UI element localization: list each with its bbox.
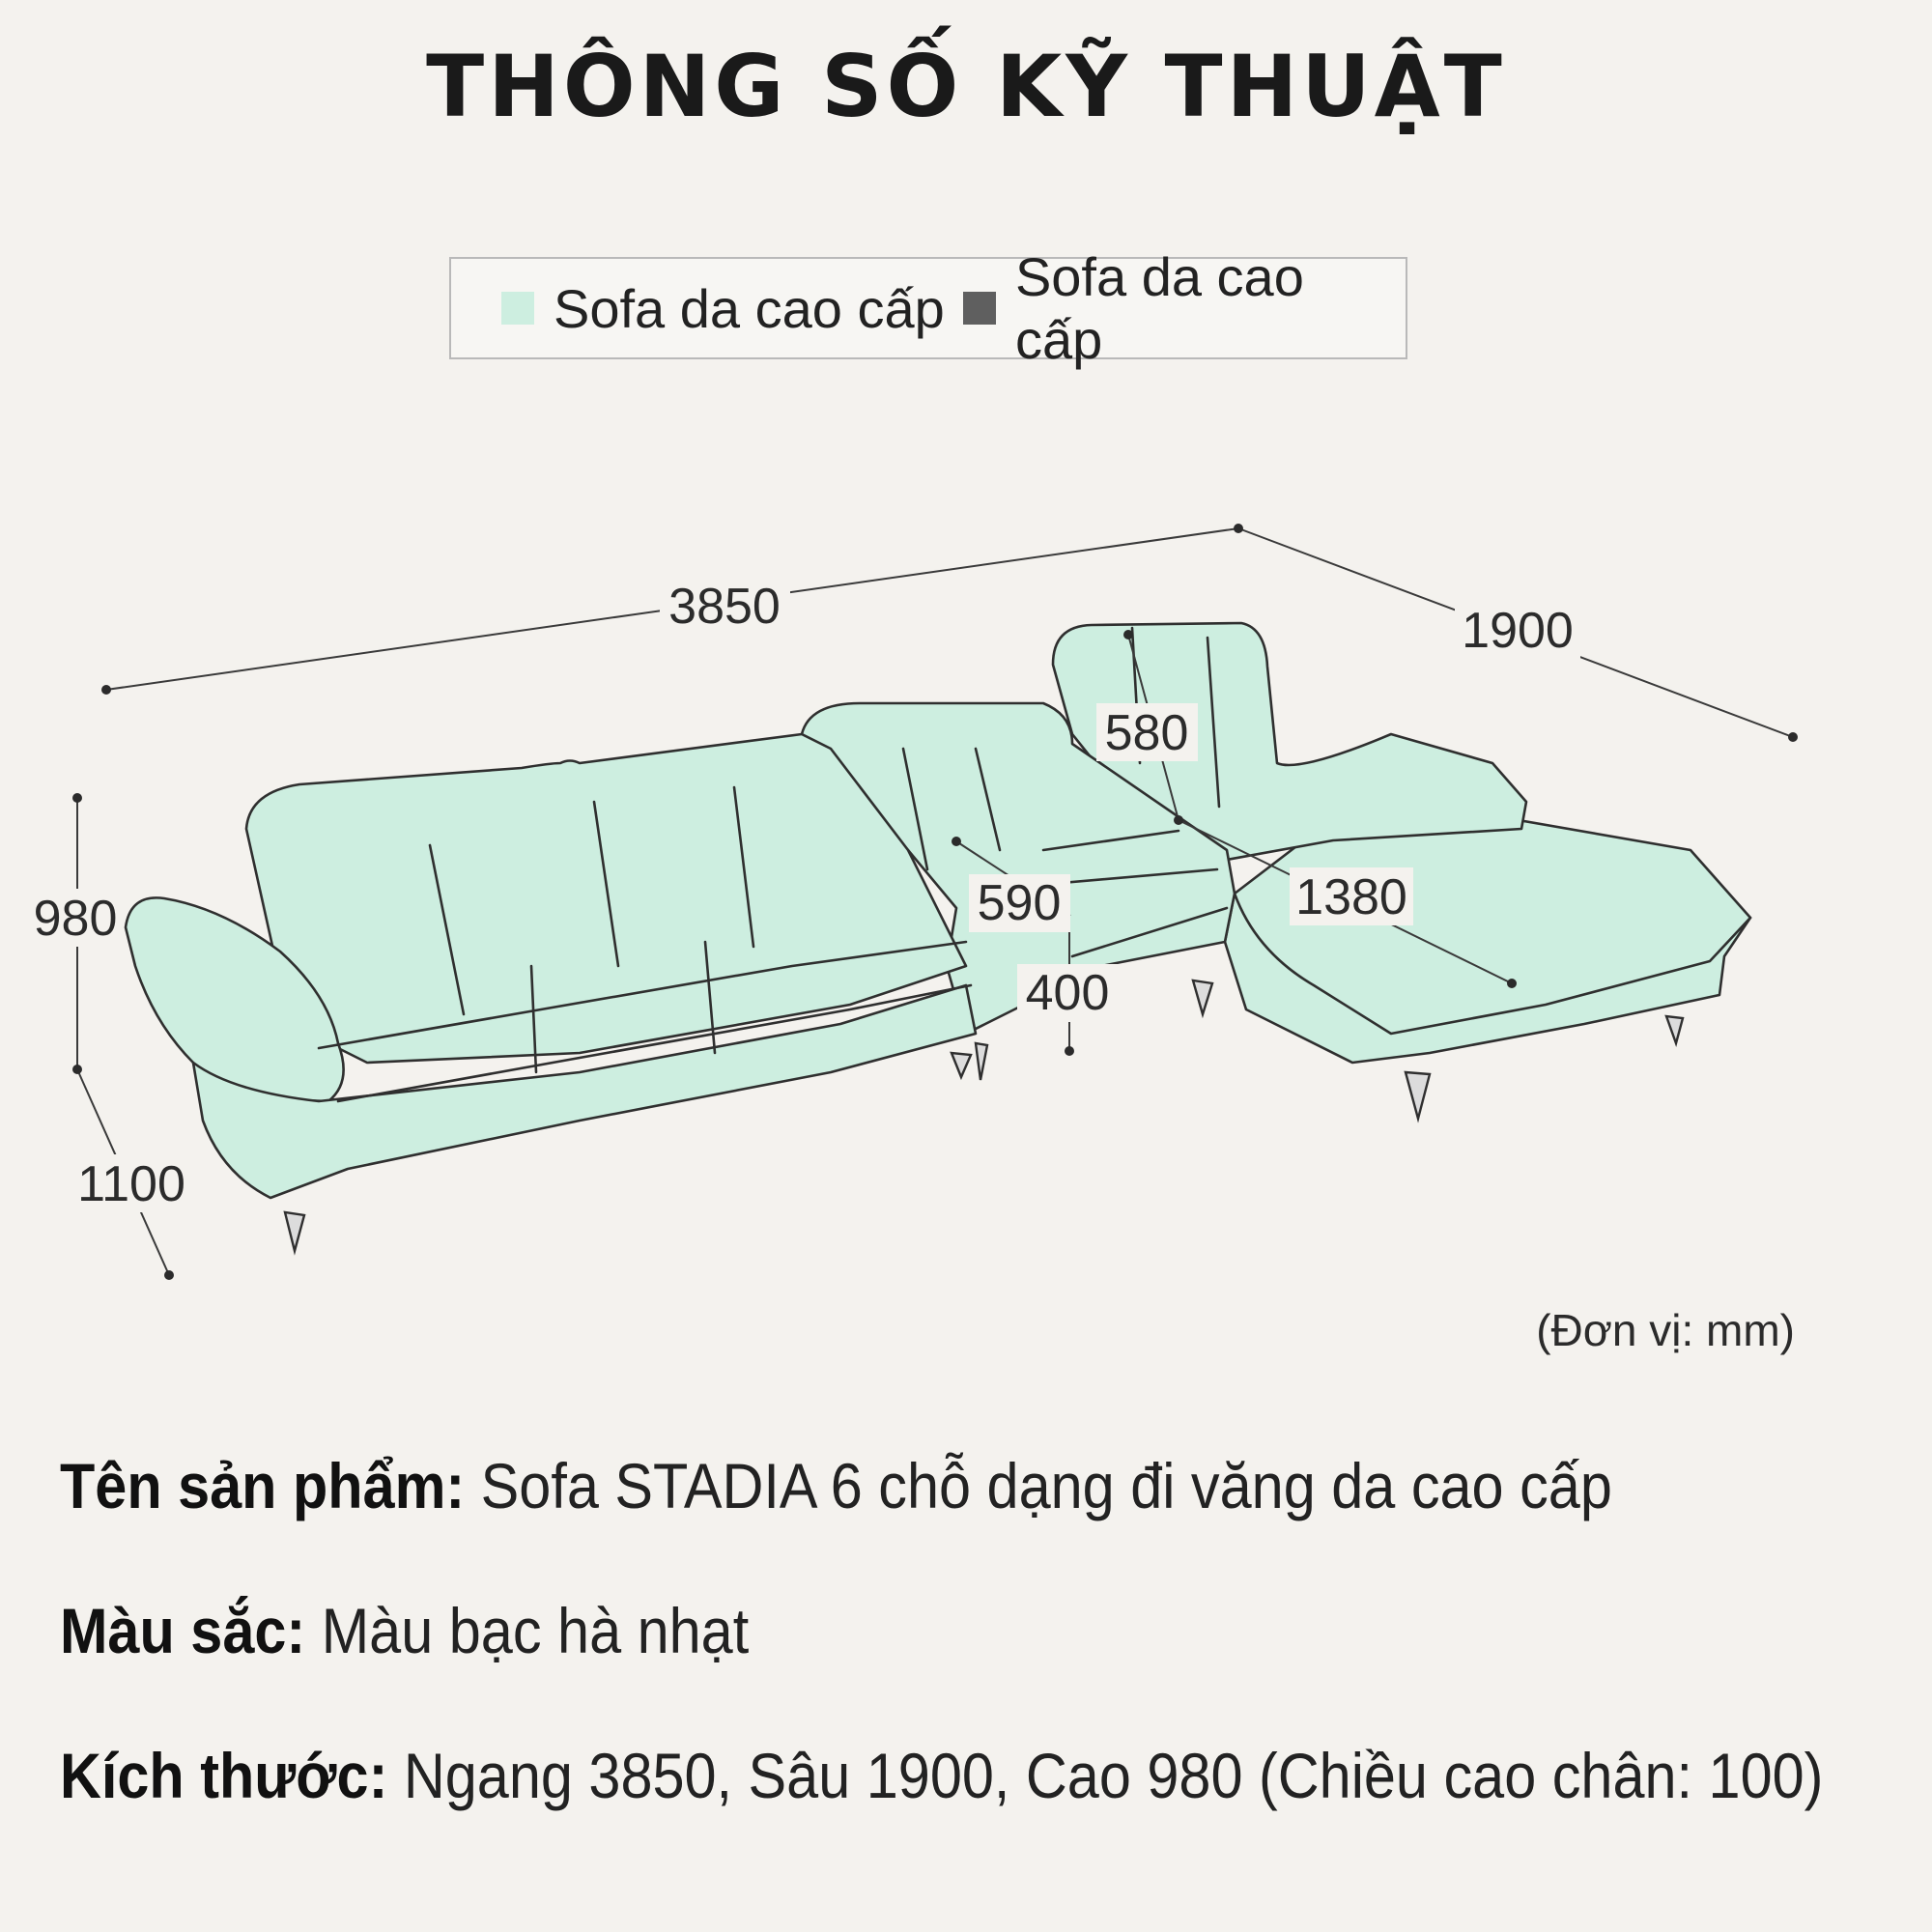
spec-color [60, 1594, 749, 1667]
page-title: THÔNG SỐ KỸ THUẬT [426, 37, 1506, 136]
spec-size [60, 1739, 1823, 1812]
dimension-dot [72, 793, 82, 803]
dimension-dot [101, 685, 111, 695]
sofa-leg [952, 1053, 971, 1077]
spec-name-value: Sofa STADIA 6 chỗ dạng đi văng da cao cấp [480, 1450, 1612, 1521]
dimension-label-width: 3850 [668, 579, 781, 635]
dimension-label-depth: 1900 [1462, 603, 1574, 659]
dimension-dot [72, 1065, 82, 1074]
spec-color-value: Màu bạc hà nhạt [321, 1595, 750, 1666]
dimension-dot [1065, 1046, 1074, 1056]
spec-name-label: Tên sản phẩm: [60, 1450, 466, 1521]
sofa-leg [976, 1043, 987, 1080]
dimension-dot [1174, 815, 1183, 825]
legend-label-gray: Sofa da cao cấp [1014, 246, 1304, 370]
unit-note: (Đơn vị: mm) [1536, 1305, 1795, 1355]
dimension-label-seat-height: 400 [1025, 965, 1110, 1021]
dimension-dot [1507, 979, 1517, 988]
dimension-dot [164, 1270, 174, 1280]
dimension-label-back-height: 580 [1104, 705, 1189, 761]
spec-product-name [60, 1449, 1612, 1522]
dimension-dot [1123, 630, 1133, 639]
sofa-backrest-main [246, 734, 966, 1063]
dimension-dot [1234, 524, 1243, 533]
dimension-dot [1788, 732, 1798, 742]
spec-size-value: Ngang 3850, Sâu 1900, Cao 980 (Chiều cao chân: 100) [403, 1740, 1824, 1811]
sofa-leg [1666, 1016, 1683, 1043]
dimension-label-arm-depth: 1100 [77, 1156, 185, 1212]
sofa-leg [1193, 980, 1212, 1014]
sofa-leg [285, 1212, 304, 1251]
dimension-label-chaise: 1380 [1295, 869, 1407, 925]
dimension-label-seat-depth: 590 [977, 875, 1062, 931]
dimension-dot [952, 837, 961, 846]
sofa-leg [1406, 1072, 1430, 1119]
legend-label-mint: Sofa da cao cấp [554, 277, 945, 339]
spec-size-label: Kích thước: [60, 1740, 388, 1811]
spec-color-label: Màu sắc: [60, 1595, 306, 1666]
dimension-label-height: 980 [33, 891, 118, 947]
